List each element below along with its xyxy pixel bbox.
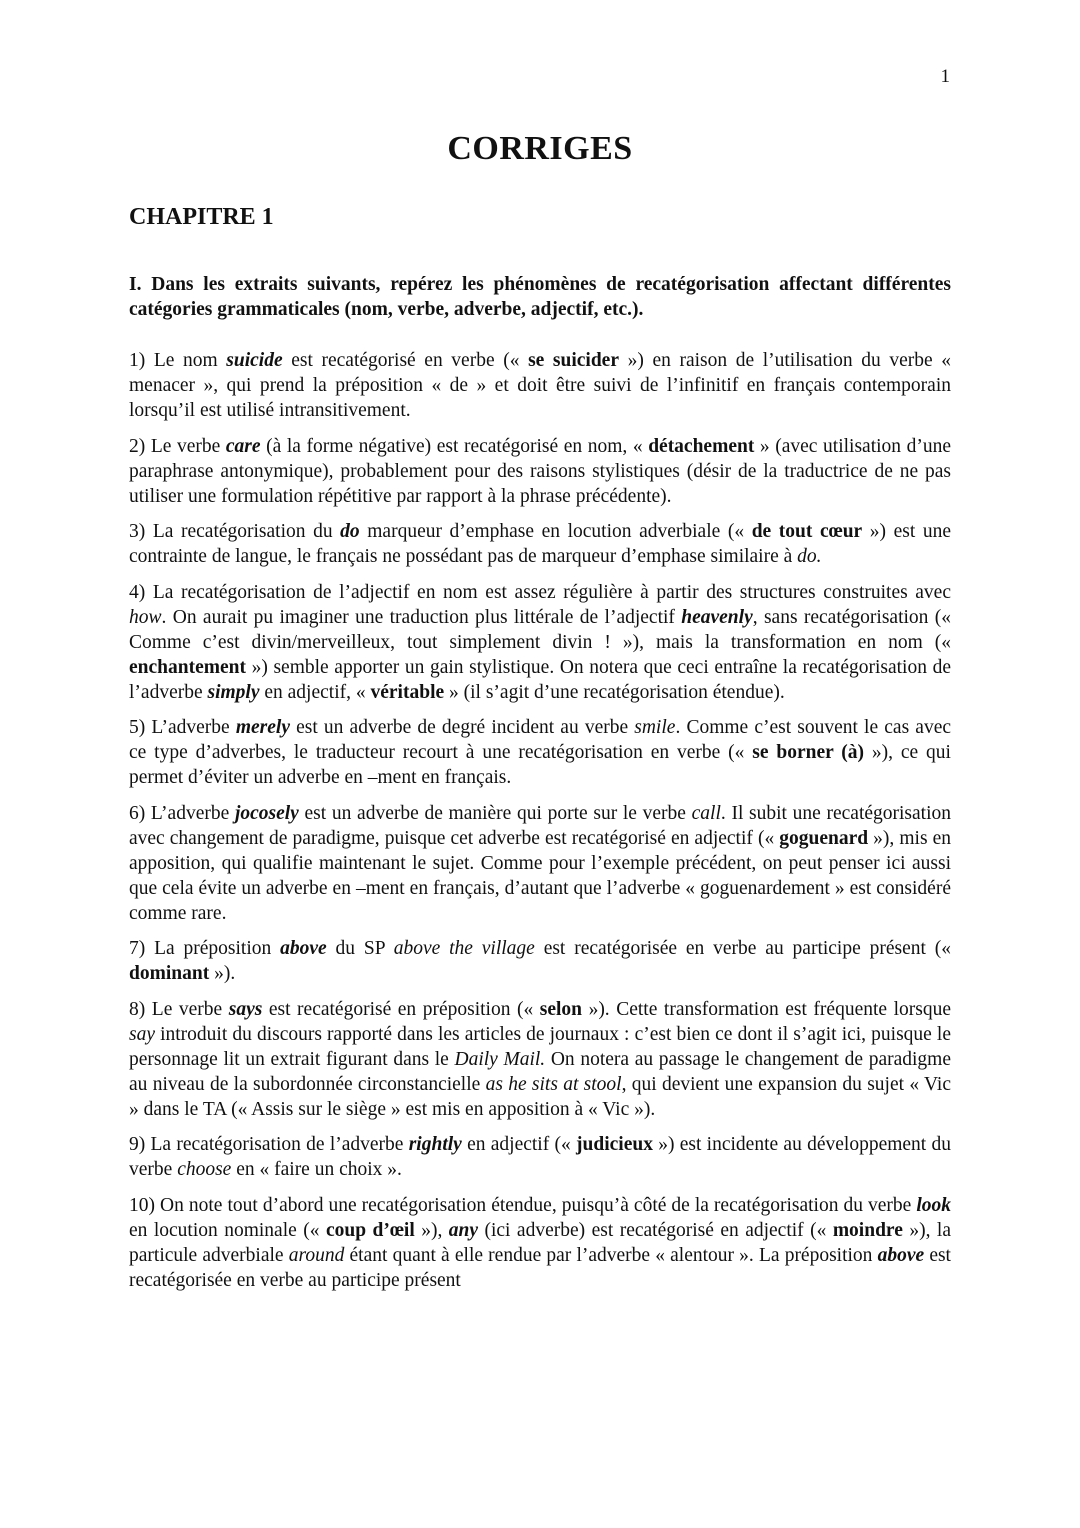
answer-number: 6) [129, 802, 146, 824]
answer-item: 1) Le nom suicide est recatégorisé en verbe (« se suicider ») en raison de l’utilisation du verbe « menacer », qui prend la préposition « de » et doit être suivi de l’infinitif en français contemporain lorsqu’il est utilisé intransitivement. [129, 350, 951, 421]
answer-item: 5) L’adverbe merely est un adverbe de degré incident au verbe smile. Comme c’est souvent le cas avec ce type d’adverbes, le traducteur recourt à une recatégorisation en verbe (« se borner (à) »), ce qui permet d’éviter un adverbe en –ment en français. [129, 717, 952, 788]
page-title: CORRIGES [447, 130, 633, 167]
answer-item: 6) L’adverbe jocosely est un adverbe de manière qui porte sur le verbe call. Il subit une recatégorisation avec changement de paradigme, puisque cet adverbe est recatégorisé en adjectif (« goguenard »), mis en apposition, qui qualifie maintenant le sujet. Comme pour l’exemple précédent, on peut penser ici aussi que cela évite un adverbe en –ment en français, d’autant que l’adverbe « goguenardement » est considéré comme rare. [129, 802, 952, 924]
answer-item: 8) Le verbe says est recatégorisé en préposition (« selon »). Cette transformation est fréquente lorsque say introduit du discours rapporté dans les articles de journaux : c’est bien ce dont il s’agit ici, puisque le personnage lit un extrait figurant dans le Daily Mail. On notera au passage le changement de paradigme au niveau de la subordonnée circonstancielle as he sits at stool, qui devient une expansion du sujet « Vic » dans le TA (« Assis sur le siège » est mis en apposition à « Vic »). [129, 998, 951, 1120]
answer-number: 10) [129, 1194, 155, 1216]
page-number: 1 [940, 66, 950, 87]
answer-number: 7) [129, 938, 146, 959]
answer-number: 4) [129, 581, 146, 603]
answer-number: 2) [129, 435, 146, 457]
answer-item: 9) La recatégorisation de l’adverbe rightly en adjectif (« judicieux ») est incidente au développement du verbe choose en « faire un choix ». [129, 1134, 951, 1180]
answer-number: 3) [129, 521, 146, 542]
answer-number: 9) [129, 1134, 146, 1155]
answer-item: 4) La recatégorisation de l’adjectif en nom est assez régulière à partir des structures construites avec how. On aurait pu imaginer une traduction plus littérale de l’adjectif heavenly, sans recatégorisation (« Comme c’est divin/merveilleux, tout simplement divin ! »), mais la transformation en nom (« enchantement ») semble apporter un gain stylistique. On notera que ceci entraîne la recatégorisation de l’adverbe simply en adjectif, « véritable » (il s’agit d’une recatégorisation étendue). [129, 581, 951, 703]
answer-item: 10) On note tout d’abord une recatégorisation étendue, puisqu’à côté de la recatégorisation du verbe look en locution nominale (« coup d’œil »), any (ici adverbe) est recatégorisé en adjectif (« moindre »), la particule adverbiale around étant quant à elle rendue par l’adverbe « alentour ». La préposition above est recatégorisée en verbe au participe présent [129, 1194, 951, 1291]
exercise-instruction: I. Dans les extraits suivants, repérez les phénomènes de recatégorisation affectant différentes catégories grammaticales (nom, verbe, adverbe, adjectif, etc.). [129, 274, 951, 320]
answer-number: 5) [129, 717, 146, 738]
answer-item: 7) La préposition above du SP above the village est recatégorisée en verbe au participe présent (« dominant »). [129, 938, 952, 984]
answer-item: 3) La recatégorisation du do marqueur d’emphase en locution adverbiale (« de tout cœur ») est une contrainte de langue, le français ne possédant pas de marqueur d’emphase similaire à do. [129, 521, 952, 567]
answer-number: 8) [129, 998, 146, 1020]
answer-item: 2) Le verbe care (à la forme négative) est recatégorisé en nom, « détachement » (avec utilisation d’une paraphrase antonymique), probablement pour des raisons stylistiques (désir de la traductrice de ne pas utiliser une formulation répétitive par rapport à la phrase précédente). [129, 435, 952, 507]
answer-list [129, 348, 951, 1303]
answer-number: 1) [129, 350, 146, 371]
chapter-heading: CHAPITRE 1 [129, 204, 274, 230]
